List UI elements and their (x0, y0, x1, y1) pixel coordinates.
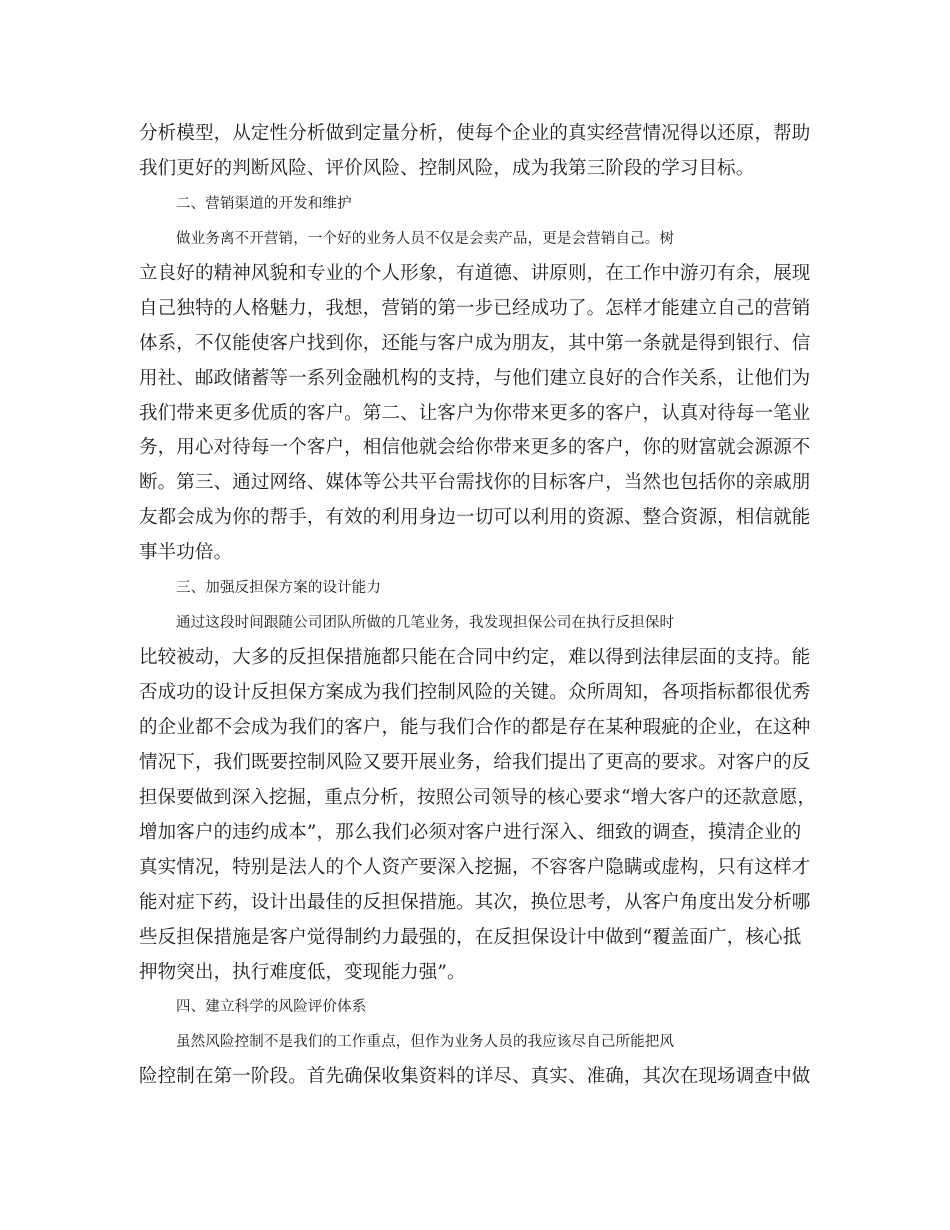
text-line: 些反担保措施是客户觉得制约力最强的，在反担保设计中做到“覆盖面广，核心抵 (139, 926, 802, 948)
text-line: 友都会成为你的帮手，有效的利用身边一切可以利用的资源、整合资源，相信就能 (139, 507, 811, 529)
text-line: 做业务离不开营销，一个好的业务人员不仅是会卖产品，更是会营销自己。树 (176, 230, 675, 247)
text-line: 四、建立科学的风险评价体系 (176, 999, 367, 1016)
text-line: 的企业都不会成为我们的客户，能与我们合作的都是存在某种瑕疵的企业，在这种 (139, 716, 811, 738)
text-line: 立良好的精神风貌和专业的个人形象，有道德、讲原则，在工作中游刃有余，展现 (139, 262, 811, 284)
document-body (139, 117, 819, 1095)
text-line: 担保要做到深入挖掘，重点分析，按照公司领导的核心要求“增大客户的还款意愿， (139, 786, 817, 808)
text-line: 自己独特的人格魅力，我想，营销的第一步已经成功了。怎样才能建立自己的营销 (139, 297, 811, 319)
text-line: 押物突出，执行难度低，变现能力强”。 (139, 961, 466, 983)
text-line: 虽然风险控制不是我们的工作重点，但作为业务人员的我应该尽自己所能把风 (176, 1034, 675, 1051)
text-line: 事半功倍。 (139, 542, 233, 564)
text-line: 能对症下药，设计出最佳的反担保措施。其次，换位思考，从客户角度出发分析哪 (139, 891, 811, 913)
text-line: 险控制在第一阶段。首先确保收集资料的详尽、真实、准确，其次在现场调查中做 (139, 1066, 811, 1088)
text-line: 务，用心对待每一个客户，相信他就会给你带来更多的客户，你的财富就会源源不 (139, 437, 811, 459)
text-line: 真实情况，特别是法人的个人资产要深入挖掘，不容客户隐瞒或虚构，只有这样才 (139, 856, 811, 878)
text-line: 比较被动，大多的反担保措施都只能在合同中约定，难以得到法律层面的支持。能 (139, 647, 811, 669)
text-line: 二、营销渠道的开发和维护 (176, 195, 352, 212)
text-line: 否成功的设计反担保方案成为我们控制风险的关键。众所周知，各项指标都很优秀 (139, 682, 811, 703)
text-line: 通过这段时间跟随公司团队所做的几笔业务，我发现担保公司在执行反担保时 (176, 615, 675, 632)
text-line: 增加客户的违约成本”，那么我们必须对客户进行深入、细致的调查，摸清企业的 (139, 821, 802, 843)
text-line: 我们更好的判断风险、评价风险、控制风险，成为我第三阶段的学习目标。 (139, 157, 755, 179)
text-line: 分析模型，从定性分析做到定量分析，使每个企业的真实经营情况得以还原，帮助 (139, 123, 811, 144)
text-line: 我们带来更多优质的客户。第二、让客户为你带来更多的客户，认真对待每一笔业 (139, 402, 811, 424)
text-line: 用社、邮政储蓄等一系列金融机构的支持，与他们建立良好的合作关系，让他们为 (139, 367, 811, 389)
text-line: 体系，不仅能使客户找到你，还能与客户成为朋友，其中第一条就是得到银行、信 (139, 332, 811, 354)
text-line: 情况下，我们既要控制风险又要开展业务，给我们提出了更高的要求。对客户的反 (139, 751, 811, 773)
text-line: 断。第三、通过网络、媒体等公共平台需找你的目标客户，当然也包括你的亲戚朋 (139, 472, 811, 494)
text-line: 三、加强反担保方案的设计能力 (176, 580, 382, 597)
